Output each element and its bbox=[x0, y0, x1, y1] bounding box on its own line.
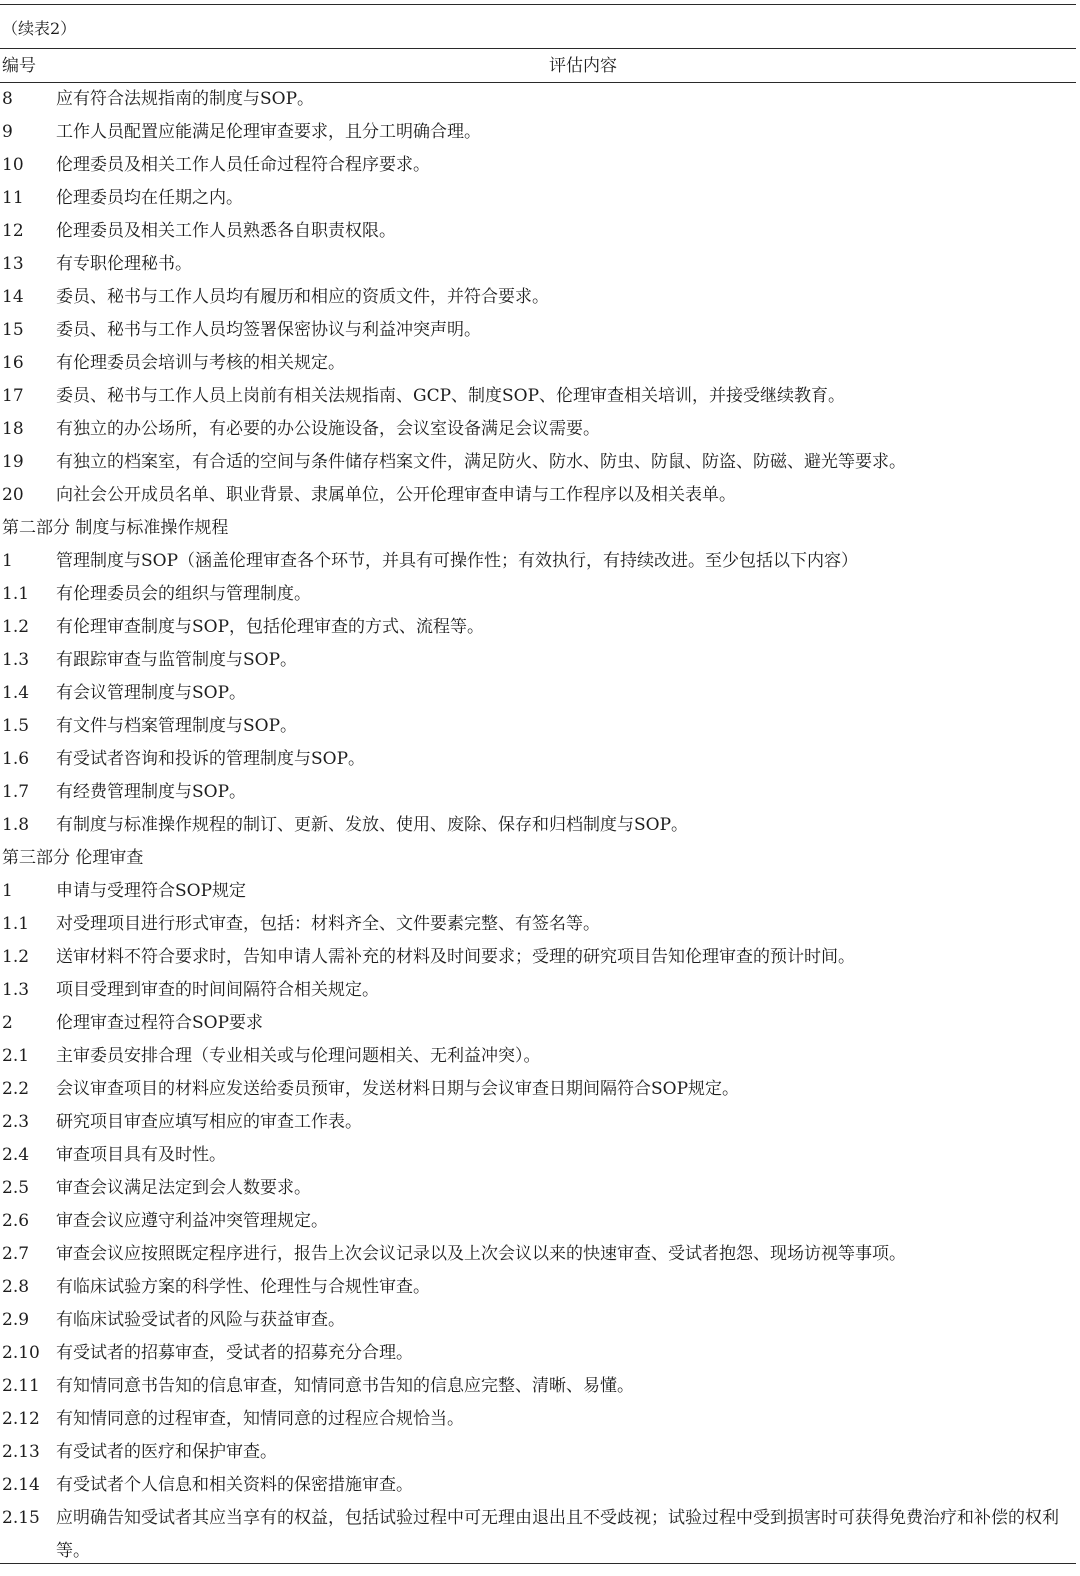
table-row bbox=[0, 1502, 1076, 1568]
row-content: 有知情同意的过程审查，知情同意的过程应合规恰当。 bbox=[56, 1409, 464, 1429]
table-row bbox=[0, 611, 1076, 644]
table-row bbox=[0, 281, 1076, 314]
row-content: 主审委员安排合理（专业相关或与伦理问题相关、无利益冲突）。 bbox=[56, 1046, 541, 1066]
row-content: 有伦理委员会培训与考核的相关规定。 bbox=[56, 353, 345, 373]
row-number: 1.7 bbox=[2, 782, 30, 802]
table-row bbox=[0, 446, 1076, 479]
row-content: 管理制度与SOP（涵盖伦理审查各个环节，并具有可操作性；有效执行，有持续改进。至少包括以下内容） bbox=[56, 551, 859, 571]
table-row bbox=[0, 83, 1076, 116]
table-top-rule bbox=[0, 48, 1076, 49]
table-row bbox=[0, 1304, 1076, 1337]
table-row bbox=[0, 1370, 1076, 1403]
row-content: 有独立的档案室，有合适的空间与条件储存档案文件，满足防火、防水、防虫、防鼠、防盗、防磁、避光等要求。 bbox=[56, 452, 906, 472]
table-row bbox=[0, 380, 1076, 413]
row-number: 1.2 bbox=[2, 617, 30, 637]
row-number: 18 bbox=[2, 419, 24, 439]
row-content: 有受试者咨询和投诉的管理制度与SOP。 bbox=[56, 749, 366, 769]
row-number: 1.3 bbox=[2, 980, 30, 1000]
row-content: 有会议管理制度与SOP。 bbox=[56, 683, 247, 703]
row-number: 2.11 bbox=[2, 1376, 40, 1396]
table-row bbox=[0, 908, 1076, 941]
table-row bbox=[0, 677, 1076, 710]
table-row bbox=[0, 578, 1076, 611]
row-number: 2.7 bbox=[2, 1244, 30, 1264]
row-content: 委员、秘书与工作人员上岗前有相关法规指南、GCP、制度SOP、伦理审查相关培训，并接受继续教育。 bbox=[56, 386, 846, 406]
row-number: 1.4 bbox=[2, 683, 30, 703]
row-number: 1.6 bbox=[2, 749, 30, 769]
row-number: 2.9 bbox=[2, 1310, 30, 1330]
table-row bbox=[0, 875, 1076, 908]
table-row bbox=[0, 1007, 1076, 1040]
table-row bbox=[0, 809, 1076, 842]
row-content: 伦理委员及相关工作人员熟悉各自职责权限。 bbox=[56, 221, 396, 241]
table-row bbox=[0, 1436, 1076, 1469]
row-number: 1.2 bbox=[2, 947, 30, 967]
table-row bbox=[0, 974, 1076, 1007]
table-row bbox=[0, 743, 1076, 776]
row-number: 15 bbox=[2, 320, 24, 340]
row-content: 有文件与档案管理制度与SOP。 bbox=[56, 716, 298, 736]
table-row bbox=[0, 182, 1076, 215]
row-number: 8 bbox=[2, 89, 13, 109]
row-number: 13 bbox=[2, 254, 24, 274]
row-content: 有临床试验受试者的风险与获益审查。 bbox=[56, 1310, 345, 1330]
row-content: 伦理审查过程符合SOP要求 bbox=[56, 1013, 264, 1033]
row-content: 伦理委员及相关工作人员任命过程符合程序要求。 bbox=[56, 155, 430, 175]
row-number: 2.1 bbox=[2, 1046, 30, 1066]
row-number: 2.5 bbox=[2, 1178, 30, 1198]
table-bottom-rule bbox=[0, 1563, 1076, 1564]
row-content: 有临床试验方案的科学性、伦理性与合规性审查。 bbox=[56, 1277, 430, 1297]
row-number: 16 bbox=[2, 353, 24, 373]
row-number: 12 bbox=[2, 221, 24, 241]
table-row bbox=[0, 1139, 1076, 1172]
table-row bbox=[0, 1337, 1076, 1370]
row-number: 10 bbox=[2, 155, 24, 175]
row-number: 11 bbox=[2, 188, 24, 208]
row-content: 有受试者的医疗和保护审查。 bbox=[56, 1442, 277, 1462]
row-content: 对受理项目进行形式审查，包括：材料齐全、文件要素完整、有签名等。 bbox=[56, 914, 600, 934]
table-row bbox=[0, 248, 1076, 281]
row-number: 2.3 bbox=[2, 1112, 30, 1132]
row-content: 有制度与标准操作规程的制订、更新、发放、使用、废除、保存和归档制度与SOP。 bbox=[56, 815, 689, 835]
row-content: 审查会议应按照既定程序进行，报告上次会议记录以及上次会议以来的快速审查、受试者抱怨、现场访视等事项。 bbox=[56, 1244, 906, 1264]
row-number: 1.8 bbox=[2, 815, 30, 835]
row-content: 审查会议应遵守利益冲突管理规定。 bbox=[56, 1211, 328, 1231]
row-content: 有伦理委员会的组织与管理制度。 bbox=[56, 584, 311, 604]
row-number: 9 bbox=[2, 122, 13, 142]
row-content: 应明确告知受试者其应当享有的权益，包括试验过程中可无理由退出且不受歧视；试验过程中受到损害时可获得免费治疗和补偿的权利等。 bbox=[56, 1508, 1059, 1561]
table-body bbox=[0, 83, 1076, 1568]
row-content: 委员、秘书与工作人员均有履历和相应的资质文件，并符合要求。 bbox=[56, 287, 549, 307]
section-heading-row bbox=[0, 842, 1076, 875]
row-number: 2 bbox=[2, 1013, 13, 1033]
table-row bbox=[0, 1238, 1076, 1271]
row-content: 项目受理到审查的时间间隔符合相关规定。 bbox=[56, 980, 379, 1000]
table-row bbox=[0, 710, 1076, 743]
table-row bbox=[0, 347, 1076, 380]
table-row bbox=[0, 116, 1076, 149]
row-content: 审查会议满足法定到会人数要求。 bbox=[56, 1178, 311, 1198]
row-number: 20 bbox=[2, 485, 24, 505]
row-number: 2.10 bbox=[2, 1343, 40, 1363]
row-number: 2.14 bbox=[2, 1475, 40, 1495]
row-number: 1 bbox=[2, 881, 13, 901]
row-content: 有经费管理制度与SOP。 bbox=[56, 782, 247, 802]
section-heading: 第三部分 伦理审查 bbox=[2, 848, 144, 868]
row-content: 申请与受理符合SOP规定 bbox=[56, 881, 247, 901]
row-content: 委员、秘书与工作人员均签署保密协议与利益冲突声明。 bbox=[56, 320, 481, 340]
row-content: 会议审查项目的材料应发送给委员预审，发送材料日期与会议审查日期间隔符合SOP规定。 bbox=[56, 1079, 740, 1099]
row-number: 2.15 bbox=[2, 1508, 40, 1528]
table-row bbox=[0, 314, 1076, 347]
row-number: 2.4 bbox=[2, 1145, 30, 1165]
table-row bbox=[0, 215, 1076, 248]
table-row bbox=[0, 644, 1076, 677]
row-number: 17 bbox=[2, 386, 24, 406]
row-content: 有伦理审查制度与SOP，包括伦理审查的方式、流程等。 bbox=[56, 617, 485, 637]
row-number: 1 bbox=[2, 551, 13, 571]
row-content: 向社会公开成员名单、职业背景、隶属单位，公开伦理审查申请与工作程序以及相关表单。 bbox=[56, 485, 736, 505]
row-content: 有受试者个人信息和相关资料的保密措施审查。 bbox=[56, 1475, 413, 1495]
table-row bbox=[0, 1205, 1076, 1238]
table-continuation-label: （续表2） bbox=[2, 19, 77, 38]
row-number: 2.8 bbox=[2, 1277, 30, 1297]
row-content: 工作人员配置应能满足伦理审查要求，且分工明确合理。 bbox=[56, 122, 481, 142]
row-content: 应有符合法规指南的制度与SOP。 bbox=[56, 89, 315, 109]
table-row bbox=[0, 149, 1076, 182]
row-content: 研究项目审查应填写相应的审查工作表。 bbox=[56, 1112, 362, 1132]
table-row bbox=[0, 1469, 1076, 1502]
table-row bbox=[0, 776, 1076, 809]
row-number: 19 bbox=[2, 452, 24, 472]
row-number: 14 bbox=[2, 287, 24, 307]
table-row bbox=[0, 413, 1076, 446]
row-content: 有专职伦理秘书。 bbox=[56, 254, 192, 274]
table-row bbox=[0, 479, 1076, 512]
row-content: 有跟踪审查与监管制度与SOP。 bbox=[56, 650, 298, 670]
header-content: 评估内容 bbox=[549, 56, 617, 76]
table-row bbox=[0, 1040, 1076, 1073]
row-content: 有受试者的招募审查，受试者的招募充分合理。 bbox=[56, 1343, 413, 1363]
row-number: 1.1 bbox=[2, 914, 30, 934]
row-number: 1.5 bbox=[2, 716, 30, 736]
table-header bbox=[0, 50, 1076, 82]
table-row bbox=[0, 1106, 1076, 1139]
row-number: 2.6 bbox=[2, 1211, 30, 1231]
table-row bbox=[0, 1403, 1076, 1436]
row-number: 1.3 bbox=[2, 650, 30, 670]
header-number: 编号 bbox=[2, 56, 36, 76]
row-content: 伦理委员均在任期之内。 bbox=[56, 188, 243, 208]
table-row bbox=[0, 1172, 1076, 1205]
table-row bbox=[0, 1271, 1076, 1304]
top-rule bbox=[0, 4, 1076, 5]
row-number: 2.2 bbox=[2, 1079, 30, 1099]
row-content: 有知情同意书告知的信息审查，知情同意书告知的信息应完整、清晰、易懂。 bbox=[56, 1376, 634, 1396]
table-row bbox=[0, 1073, 1076, 1106]
row-content: 送审材料不符合要求时，告知申请人需补充的材料及时间要求；受理的研究项目告知伦理审查的预计时间。 bbox=[56, 947, 855, 967]
row-content: 审查项目具有及时性。 bbox=[56, 1145, 226, 1165]
row-number: 1.1 bbox=[2, 584, 30, 604]
row-number: 2.13 bbox=[2, 1442, 40, 1462]
table-row bbox=[0, 545, 1076, 578]
row-content: 有独立的办公场所，有必要的办公设施设备，会议室设备满足会议需要。 bbox=[56, 419, 600, 439]
row-number: 2.12 bbox=[2, 1409, 40, 1429]
table-row bbox=[0, 941, 1076, 974]
section-heading: 第二部分 制度与标准操作规程 bbox=[2, 518, 229, 538]
section-heading-row bbox=[0, 512, 1076, 545]
